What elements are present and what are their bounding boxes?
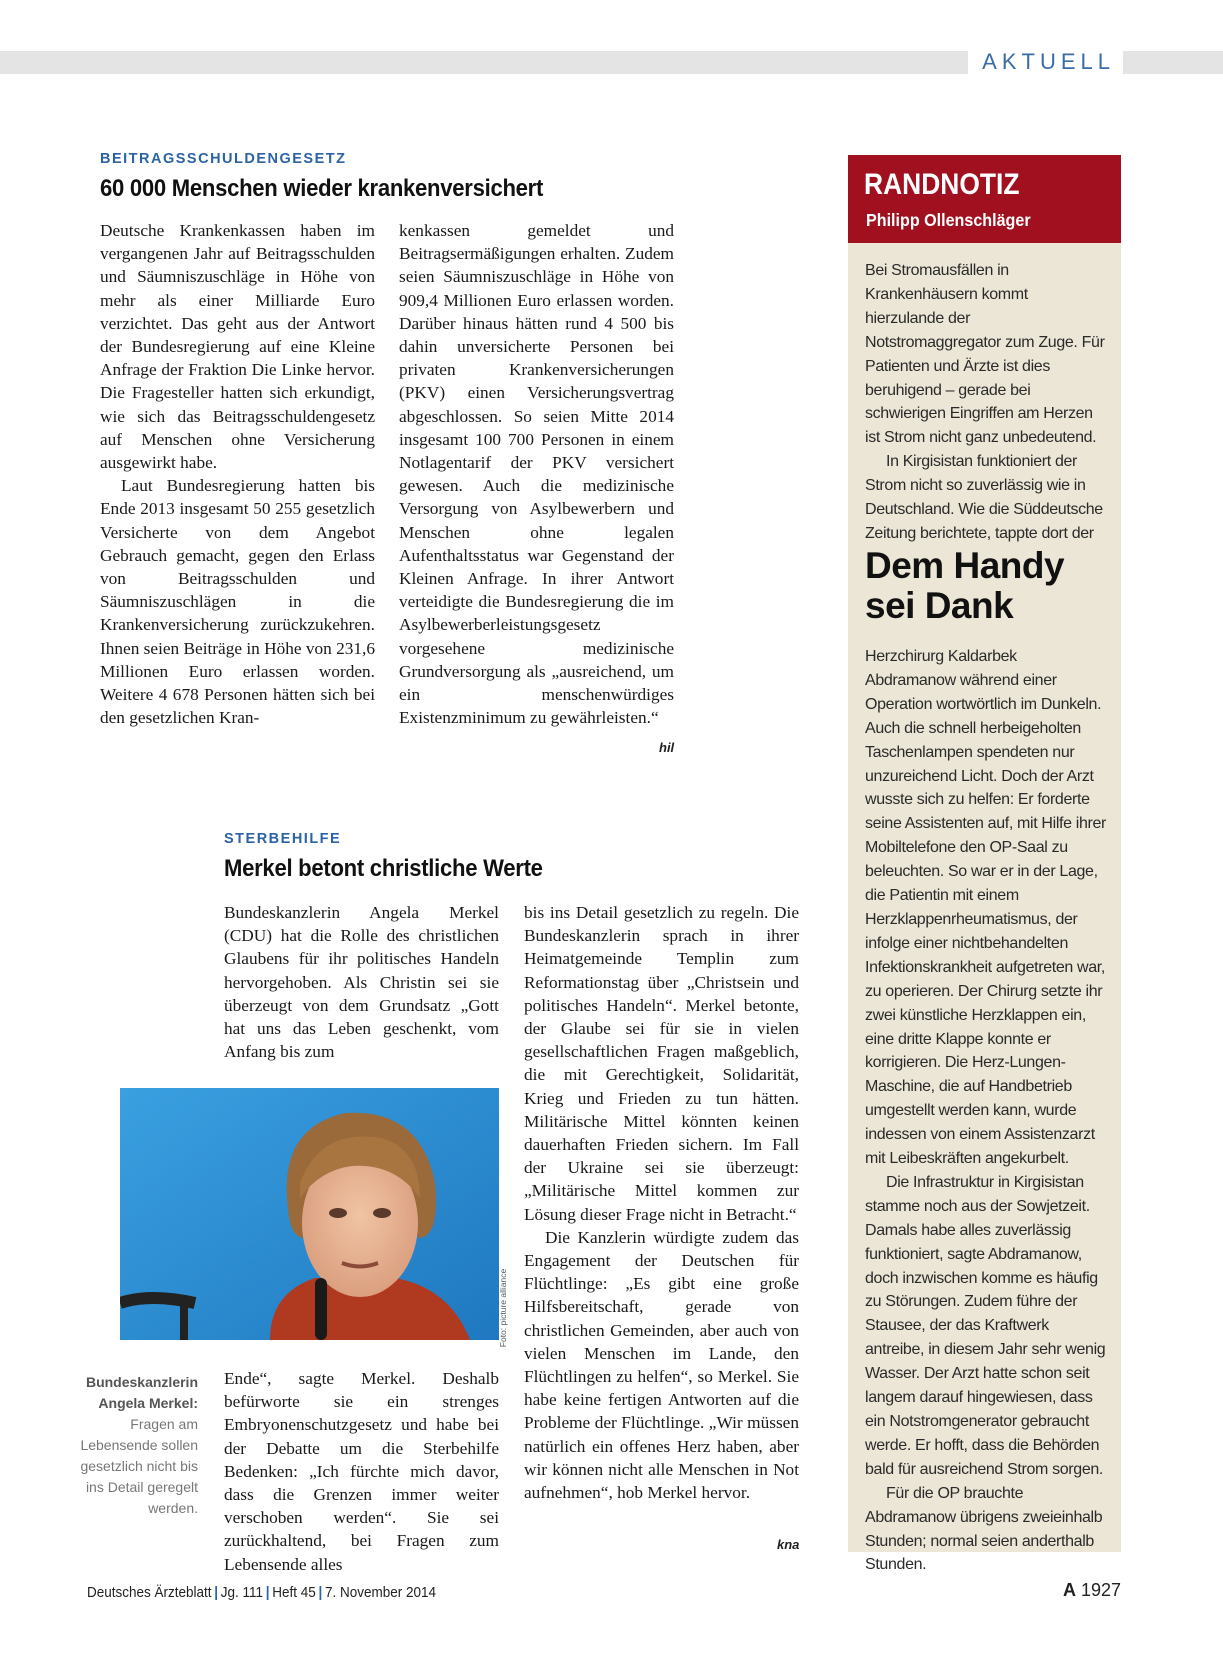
photo-credit: Foto: picture alliance xyxy=(498,1268,508,1348)
sidebar-paragraph: Bei Stromausfällen in Krankenhäusern kommt hierzulande der Notstromaggregator zum Zuge. Für Patienten und Ärzte ist dies beruhigend – gerade bei schwierigen Eingriffen am Herzen ist Strom nicht ganz unbedeutend. xyxy=(865,262,1105,447)
page-number xyxy=(1063,1580,1121,1601)
article2-column-2 xyxy=(524,901,799,1504)
caption-bold: Bundeskanzlerin Angela Merkel: xyxy=(85,1374,198,1411)
photo-caption xyxy=(80,1372,198,1519)
sidebar-header xyxy=(848,155,1121,243)
article2-signature: kna xyxy=(777,1537,800,1552)
article1-headline: 60 000 Menschen wieder krankenversichert xyxy=(100,175,544,202)
page-number-value: 1927 xyxy=(1080,1580,1121,1600)
footer-journal: Deutsches Ärzteblatt xyxy=(87,1584,212,1601)
caption-text: Fragen am Lebensende sollen gesetzlich nicht bis ins Detail geregelt werden. xyxy=(80,1416,198,1516)
sidebar-paragraph: Die Infrastruktur in Kirgisistan stamme noch aus der Sowjetzeit. Damals habe alles zuverlässig funktioniert, sagte Abdramanow, doch inzwischen komme es häufig zu Störungen. Zudem führe der Stausee, der das Kraftwerk antreibe, in diesem Jahr sehr wenig Wasser. Der Arzt hatte schon seit langem darauf hingewiesen, dass ein Notstromgenerator gebraucht werde. Er hofft, dass die Behörden bald für ausreichend Strom sorgen. xyxy=(865,1173,1106,1478)
article2-headline: Merkel betont christliche Werte xyxy=(224,855,543,882)
article1-column-2 xyxy=(399,219,674,729)
article1-column-1 xyxy=(100,219,375,729)
sidebar-paragraph: Herzchirurg Kaldarbek Abdramanow während einer Operation wortwörtlich im Dunkeln. Auch die schnell herbeigeholten Taschenlampen spendeten nur unzureichend Licht. Doch der Arzt wusste sich zu helfen: Er forderte seine Assistenten auf, mit Hilfe ihrer Mobiltelefone den OP-Saal zu beleuchten. So war er in der Lage, die Patientin mit einem Herzklappenrheumatismus, der infolge einer nichtbehandelten Infektionskrankheit aufgetreten war, zu operieren. Der Chirurg setzte ihr zwei künstliche Herzklappen ein, eine dritte Klappe konnte er korrigieren. Die Herz-Lungen-Maschine, die auf Handbetrieb umgestellt werden kann, wurde indessen von einem Assistenzarzt mit Leibeskräften angekurbelt. xyxy=(865,648,1107,1168)
page-prefix: A xyxy=(1062,1580,1076,1600)
article1-signature: hil xyxy=(659,740,675,755)
article2-column-1-top xyxy=(224,901,499,1063)
sidebar-title: RANDNOTIZ xyxy=(864,168,1020,201)
footer-issue: Heft 45 xyxy=(272,1584,316,1601)
footer-date: 7. November 2014 xyxy=(324,1584,437,1601)
sidebar-headline: Dem Handy sei Dank xyxy=(865,545,1065,626)
article2-paragraph: bis ins Detail gesetzlich zu regeln. Die Bundeskanzlerin sprach in ihrer Heimatgemeinde Templin zum Reformationstag über „Christsein und politisches Handeln“. Merkel betonte, der Glaube sei für sie in vielen gesellschaftlichen Fragen maßgeblich, die mit Gerechtigkeit, Solidarität, Krieg und Frieden zu tun hätten. Militärische Mittel könnten keinen dauerhaften Frieden sichern. Im Fall der Ukraine sei sie überzeugt: „Militärische Mittel kommen zur Lösung dieser Frage nicht in Betracht.“ xyxy=(524,903,799,1224)
article2-column-1-bottom xyxy=(224,1367,499,1576)
footer-citation xyxy=(87,1584,436,1601)
sidebar-paragraph: Für die OP brauchte Abdramanow übrigens zweieinhalb Stunden; normal seien anderthalb Stunden. xyxy=(865,1484,1103,1574)
sidebar-body xyxy=(865,645,1109,1577)
article2-paragraph: Ende“, sagte Merkel. Deshalb befürworte sie ein strenges Embryonenschutzgesetz und habe bei der Debatte um die Sterbehilfe Bedenken: „Ich fürchte mich davor, dass die Grenzen immer weiter verschoben werden“. Sie sei zurückhaltend, bei Fragen zum Lebensende alles xyxy=(224,1369,499,1574)
article2-paragraph: Bundeskanzlerin Angela Merkel (CDU) hat die Rolle des christlichen Glaubens für ihr politisches Handeln hervorgehoben. Als Christin sei sie überzeugt von dem Grundsatz „Gott hat uns das Leben geschenkt, vom Anfang bis zum xyxy=(224,903,499,1062)
article1-paragraph: kenkassen gemeldet und Beitragsermäßigungen erhalten. Zudem seien Säumniszuschläge in Höhe von 909,4 Millionen Euro erlassen worden. Darüber hinaus hätten rund 4 500 bis dahin unversicherte Personen bei privaten Krankenversicherungen (PKV) einen Versicherungsvertrag abgeschlossen. So seien Mitte 2014 insgesamt 100 700 Personen in einem Notlagentarif der PKV versichert gewesen. Auch die medizinische Versorgung von Asylbewerbern und Menschen ohne legalen Aufenthaltsstatus war Gegenstand der Kleinen Anfrage. In ihrer Antwort verteidigte die Bundesregierung die im Asylbewerberleistungsgesetz vorgesehene medizinische Grundversorgung als „ausreichend, um ein menschenwürdiges Existenzminimum zu gewährleisten.“ xyxy=(399,221,674,728)
portrait-image xyxy=(120,1088,499,1340)
randnotiz-sidebar xyxy=(848,155,1121,1574)
sidebar-intro xyxy=(865,259,1109,546)
section-label: AKTUELL xyxy=(968,48,1123,76)
article2-kicker: STERBEHILFE xyxy=(224,831,342,847)
sidebar-author: Philipp Ollenschläger xyxy=(866,210,1031,230)
article1-paragraph: Laut Bundesregierung hatten bis Ende 2013 insgesamt 50 255 gesetzlich Versicherte von dem Angebot Gebrauch gemacht, gegen den Erlass von Beitragsschulden und Säumniszuschlägen in die Krankenversicherung zurückzukehren. Ihnen seien Beiträge in Höhe von 231,6 Millionen Euro erlassen worden. Weitere 4 678 Personen hätten sich bei den gesetzlichen Kran- xyxy=(100,476,375,728)
article2-paragraph: Die Kanzlerin würdigte zudem das Engagement der Deutschen für Flüchtlinge: „Es gibt eine große Hilfsbereitschaft, gerade von christlichen Gemeinden, aber auch von vielen Menschen im Lande, den Flüchtlingen zu helfen“, so Merkel. Sie habe keine fertigen Antworten auf die Probleme der Flüchtlinge. „Wir müssen natürlich ein offenes Herz haben, aber wir können nicht alle Menschen in Not aufnehmen“, hob Merkel hervor. xyxy=(524,1227,799,1503)
article1-kicker: BEITRAGSSCHULDENGESETZ xyxy=(100,151,347,167)
article1-paragraph: Deutsche Krankenkassen haben im vergangenen Jahr auf Beitragsschulden und Säumniszuschläge in Höhe von mehr als einer Milliarde Euro verzichtet. Das geht aus der Antwort der Bundesregierung auf eine Kleine Anfrage der Fraktion Die Linke hervor. Die Fragesteller hatten sich erkundigt, wie sich das Beitragsschuldengesetz auf Menschen ohne Versicherung ausgewirkt habe. xyxy=(100,221,375,473)
footer-separator: | xyxy=(265,1584,270,1601)
footer-separator: | xyxy=(214,1584,219,1601)
footer-volume: Jg. 111 xyxy=(220,1584,264,1601)
footer-separator: | xyxy=(318,1584,323,1601)
sidebar-paragraph: In Kirgisistan funktioniert der Strom nicht so zuverlässig wie in Deutschland. Wie die Süddeutsche Zeitung berichtete, tappte dort der xyxy=(865,453,1103,542)
merkel-photo xyxy=(120,1088,499,1340)
